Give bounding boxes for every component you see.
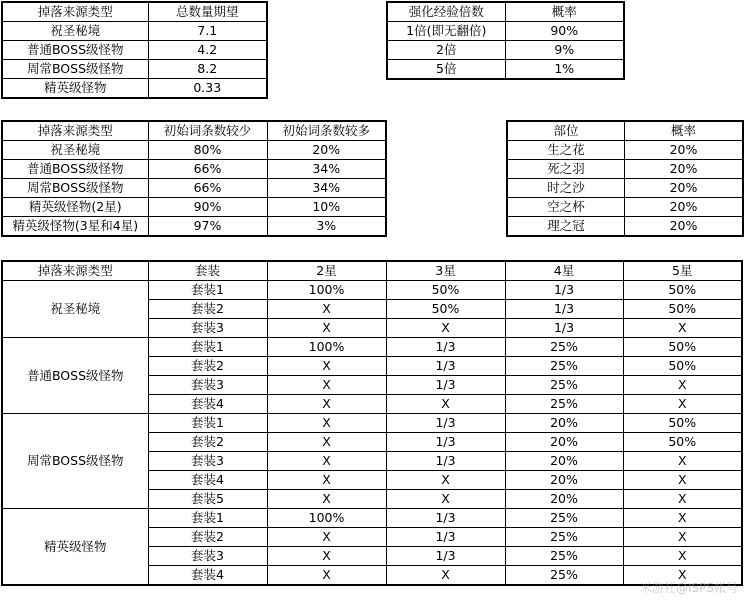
cell: 9%: [505, 41, 624, 60]
cell: 理之冠: [507, 217, 625, 237]
cell: X: [267, 490, 386, 509]
cell: 套装1: [148, 281, 267, 300]
cell: 套装4: [148, 395, 267, 414]
cell: 1/3: [386, 528, 505, 547]
cell: 生之花: [507, 141, 625, 160]
cell: 20%: [267, 141, 386, 160]
cell: 20%: [625, 160, 743, 179]
cell: X: [623, 509, 742, 528]
header-cell: 掉落来源类型: [2, 2, 148, 22]
cell: 20%: [625, 217, 743, 237]
cell: 套装5: [148, 490, 267, 509]
cell: X: [623, 452, 742, 471]
table-row: [2, 41, 267, 60]
table-row: [507, 179, 743, 198]
cell: 50%: [623, 414, 742, 433]
header-cell: 4星: [505, 261, 623, 281]
cell: X: [623, 395, 742, 414]
cell: 套装1: [148, 338, 267, 357]
cell: 7.1: [148, 22, 267, 41]
table-row: [2, 160, 386, 179]
table-substat-count: [1, 120, 387, 237]
source-cell: 普通BOSS级怪物: [2, 338, 148, 414]
header-cell: 3星: [386, 261, 505, 281]
header-cell: 掉落来源类型: [2, 121, 148, 141]
source-cell: 周常BOSS级怪物: [2, 414, 148, 509]
watermark: 米游社@ISPS帐号: [639, 581, 738, 595]
table-row: [2, 79, 267, 99]
table-row: [2, 414, 742, 433]
header-cell: 概率: [625, 121, 743, 141]
cell: 100%: [267, 338, 386, 357]
cell: 1倍(即无翻倍): [387, 22, 505, 41]
table-row: [507, 160, 743, 179]
table-header-row: [507, 121, 743, 141]
cell: 套装3: [148, 319, 267, 338]
cell: 死之羽: [507, 160, 625, 179]
cell: 50%: [386, 281, 505, 300]
cell: 20%: [505, 414, 623, 433]
table-row: [2, 281, 742, 300]
cell: 周常BOSS级怪物: [2, 60, 148, 79]
cell: 50%: [623, 357, 742, 376]
cell: X: [267, 528, 386, 547]
table-row: [2, 179, 386, 198]
cell: 20%: [505, 452, 623, 471]
cell: 20%: [505, 471, 623, 490]
cell: 10%: [267, 198, 386, 217]
cell: 50%: [623, 281, 742, 300]
cell: 25%: [505, 357, 623, 376]
cell: 套装3: [148, 547, 267, 566]
header-cell: 套装: [148, 261, 267, 281]
cell: 1/3: [386, 414, 505, 433]
cell: 20%: [505, 433, 623, 452]
cell: 20%: [505, 490, 623, 509]
header-cell: 初始词条数较多: [267, 121, 386, 141]
cell: 20%: [625, 198, 743, 217]
cell: 34%: [267, 160, 386, 179]
header-cell: 概率: [505, 2, 624, 22]
cell: 1/3: [505, 281, 623, 300]
cell: X: [267, 566, 386, 586]
cell: X: [623, 547, 742, 566]
cell: X: [386, 471, 505, 490]
cell: 普通BOSS级怪物: [2, 160, 148, 179]
cell: 90%: [148, 198, 267, 217]
cell: X: [267, 547, 386, 566]
cell: X: [386, 566, 505, 586]
table-row: [387, 41, 624, 60]
cell: 50%: [623, 433, 742, 452]
cell: 100%: [267, 509, 386, 528]
table-row: [507, 198, 743, 217]
cell: X: [267, 433, 386, 452]
header-cell: 5星: [623, 261, 742, 281]
cell: 精英级怪物(3星和4星): [2, 217, 148, 237]
cell: 套装2: [148, 300, 267, 319]
cell: X: [386, 490, 505, 509]
table-slot-probability: [506, 120, 744, 237]
cell: X: [267, 357, 386, 376]
table-row: [387, 60, 624, 80]
cell: X: [623, 471, 742, 490]
cell: X: [267, 395, 386, 414]
cell: 1/3: [386, 357, 505, 376]
cell: 25%: [505, 547, 623, 566]
cell: 50%: [386, 300, 505, 319]
cell: 套装2: [148, 528, 267, 547]
cell: 空之杯: [507, 198, 625, 217]
cell: 20%: [625, 141, 743, 160]
table-row: [387, 22, 624, 41]
table-set-probability: [1, 260, 743, 586]
cell: 4.2: [148, 41, 267, 60]
table-header-row: [387, 2, 624, 22]
cell: 套装1: [148, 414, 267, 433]
cell: 25%: [505, 528, 623, 547]
cell: 精英级怪物: [2, 79, 148, 99]
table-row: [2, 141, 386, 160]
cell: X: [267, 452, 386, 471]
cell: 34%: [267, 179, 386, 198]
cell: 套装4: [148, 566, 267, 586]
cell: X: [386, 395, 505, 414]
cell: X: [267, 414, 386, 433]
cell: 套装4: [148, 471, 267, 490]
cell: 1/3: [386, 338, 505, 357]
header-cell: 初始词条数较少: [148, 121, 267, 141]
source-cell: 祝圣秘境: [2, 281, 148, 338]
table-header-row: [2, 261, 742, 281]
table-row: [507, 141, 743, 160]
header-cell: 总数量期望: [148, 2, 267, 22]
table-header-row: [2, 121, 386, 141]
cell: 25%: [505, 338, 623, 357]
table-row: [2, 509, 742, 528]
cell: 1/3: [386, 547, 505, 566]
cell: 1/3: [386, 433, 505, 452]
cell: 精英级怪物(2星): [2, 198, 148, 217]
cell: 祝圣秘境: [2, 22, 148, 41]
cell: 8.2: [148, 60, 267, 79]
table-row: [2, 22, 267, 41]
cell: 时之沙: [507, 179, 625, 198]
cell: X: [267, 319, 386, 338]
cell: 套装1: [148, 509, 267, 528]
cell: 90%: [505, 22, 624, 41]
table-row: [2, 338, 742, 357]
cell: 1/3: [505, 319, 623, 338]
header-cell: 掉落来源类型: [2, 261, 148, 281]
cell: 套装2: [148, 433, 267, 452]
header-cell: 强化经验倍数: [387, 2, 505, 22]
cell: 50%: [623, 338, 742, 357]
cell: 5倍: [387, 60, 505, 80]
cell: 1%: [505, 60, 624, 80]
cell: X: [623, 376, 742, 395]
cell: 0.33: [148, 79, 267, 99]
cell: X: [623, 490, 742, 509]
cell: X: [267, 471, 386, 490]
table-exp-multiplier: [386, 1, 625, 80]
header-cell: 部位: [507, 121, 625, 141]
cell: X: [386, 319, 505, 338]
cell: 25%: [505, 509, 623, 528]
cell: 套装3: [148, 376, 267, 395]
cell: 套装3: [148, 452, 267, 471]
cell: 50%: [623, 300, 742, 319]
cell: 97%: [148, 217, 267, 237]
cell: 1/3: [386, 452, 505, 471]
cell: 1/3: [505, 300, 623, 319]
cell: 25%: [505, 395, 623, 414]
cell: 3%: [267, 217, 386, 237]
cell: 祝圣秘境: [2, 141, 148, 160]
table-row: [2, 60, 267, 79]
table-header-row: [2, 2, 267, 22]
cell: 25%: [505, 566, 623, 586]
cell: 套装2: [148, 357, 267, 376]
cell: 66%: [148, 179, 267, 198]
table-row: [507, 217, 743, 237]
cell: 25%: [505, 376, 623, 395]
cell: X: [623, 528, 742, 547]
cell: 100%: [267, 281, 386, 300]
table-row: [2, 217, 386, 237]
cell: 1/3: [386, 376, 505, 395]
cell: 66%: [148, 160, 267, 179]
cell: X: [623, 319, 742, 338]
cell: 80%: [148, 141, 267, 160]
cell: 1/3: [386, 509, 505, 528]
cell: 20%: [625, 179, 743, 198]
table-row: [2, 198, 386, 217]
header-cell: 2星: [267, 261, 386, 281]
table-expected-count: [1, 1, 268, 99]
cell: X: [267, 300, 386, 319]
cell: X: [623, 566, 742, 586]
source-cell: 精英级怪物: [2, 509, 148, 586]
cell: 周常BOSS级怪物: [2, 179, 148, 198]
cell: X: [267, 376, 386, 395]
cell: 普通BOSS级怪物: [2, 41, 148, 60]
cell: 2倍: [387, 41, 505, 60]
